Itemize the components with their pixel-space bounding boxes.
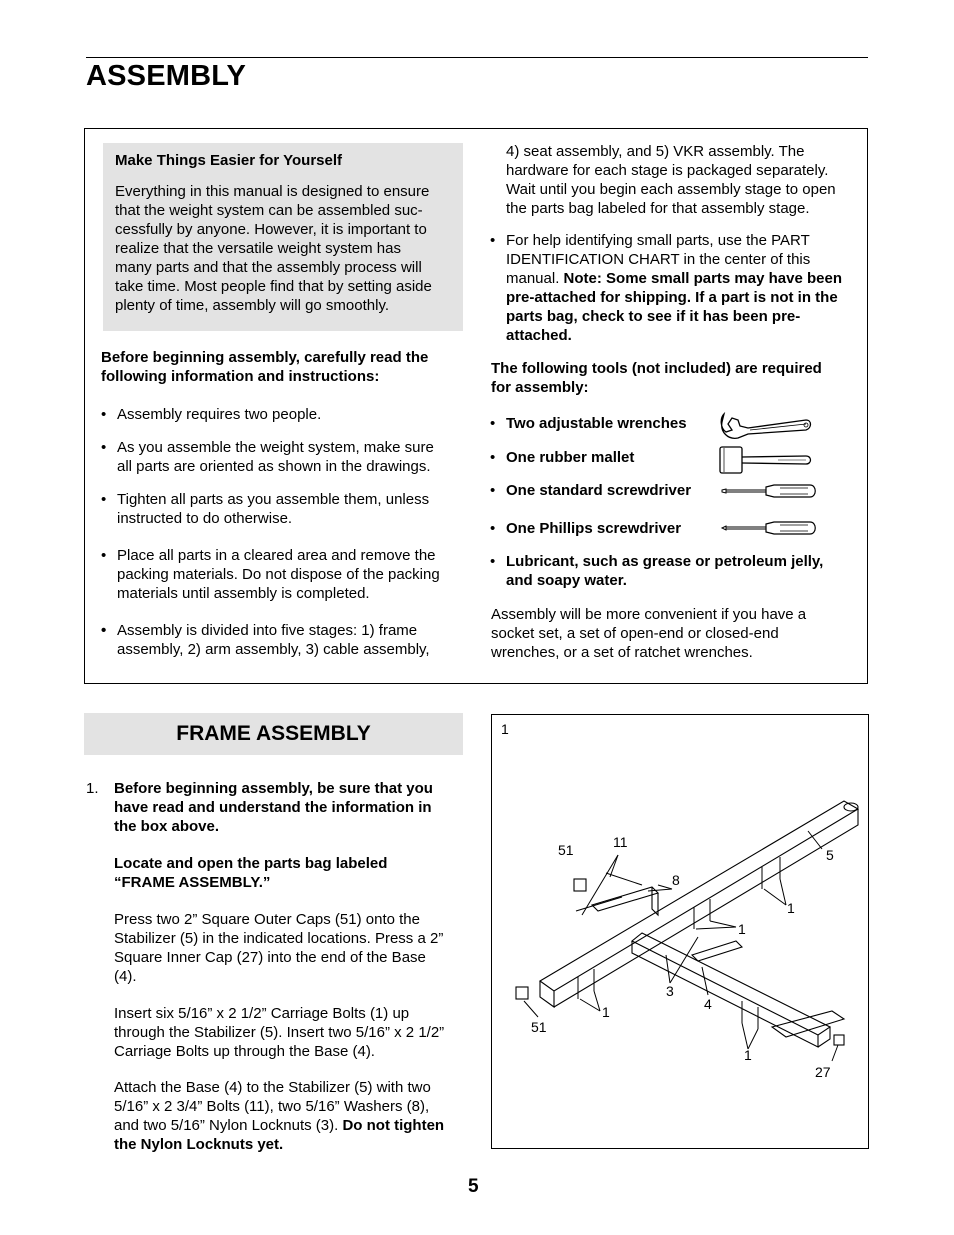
label-8: 8	[672, 872, 680, 888]
rubber-mallet-icon	[718, 444, 814, 476]
frame-assembly-title: FRAME ASSEMBLY	[176, 722, 371, 745]
step1-attach-base: Attach the Base (4) to the Stabilizer (5) with two 5/16” x 2 3/4” Bolts (11), two 5/16” Washers (8), and two 5/16” Nylon Locknuts (3). Do not tighten the Nylon Locknuts yet.	[114, 1079, 445, 1153]
step1-carriage-bolts: Insert six 5/16” x 2 1/2” Carriage Bolts (1) up through the Stabilizer (5). Insert two 5/16” x 2 1/2” Carriage Bolts up through the Base (4).	[114, 1005, 445, 1060]
label-1-left: 1	[602, 1004, 610, 1020]
frame-drawing	[492, 715, 868, 1148]
label-51-bottom: 51	[531, 1019, 547, 1035]
label-5: 5	[826, 847, 834, 863]
tool-standard-screwdriver: • One standard screwdriver	[490, 482, 692, 499]
label-3: 3	[666, 983, 674, 999]
step1-intro: Before beginning assembly, be sure that you have read and understand the information in the box above.	[114, 780, 433, 835]
page-number: 5	[468, 1176, 479, 1197]
tool-mallet: • One rubber mallet	[490, 449, 635, 466]
bullet-parts-chart: • For help identifying small parts, use the PART IDENTIFICATION CHART in the center of this manual. Note: Some small parts may have been pre-attached for shipping. If a part is not in the parts bag, check to see if it has been pre- attached.	[490, 232, 842, 344]
step-number: 1.	[86, 780, 99, 797]
label-1-right: 1	[787, 900, 795, 916]
bullet-five-stages: • Assembly is divided into five stages: 1) frame assembly, 2) arm assembly, 3) cable assembly,	[101, 622, 430, 658]
bullet-orientation: • As you assemble the weight system, make sure all parts are oriented as shown in the drawings.	[101, 439, 434, 475]
figure-number: 1	[501, 721, 509, 737]
standard-screwdriver-icon	[720, 482, 818, 500]
phillips-screwdriver-icon	[720, 519, 818, 537]
tool-wrenches: • Two adjustable wrenches	[490, 415, 687, 432]
instructions-heading: Before beginning assembly, carefully read the following information and instructions:	[101, 349, 429, 385]
label-27: 27	[815, 1064, 831, 1080]
label-51-top: 51	[558, 842, 574, 858]
bullet-two-people: • Assembly requires two people.	[101, 406, 322, 423]
bullet-lubricant: • Lubricant, such as grease or petroleum jelly, and soapy water.	[490, 553, 824, 589]
label-4: 4	[704, 996, 712, 1012]
header-rule	[86, 57, 868, 58]
label-1-bottom: 1	[744, 1047, 752, 1063]
bullet-cleared-area: • Place all parts in a cleared area and remove the packing materials. Do not dispose of the packing materials until assembly is completed.	[101, 547, 440, 602]
tools-heading: The following tools (not included) are required for assembly:	[491, 360, 822, 396]
tool-phillips-screwdriver: • One Phillips screwdriver	[490, 520, 682, 537]
bullet-tighten: • Tighten all parts as you assemble them, unless instructed to do otherwise.	[101, 491, 430, 527]
step1-parts-bag: Locate and open the parts bag labeled “FRAME ASSEMBLY.”	[114, 855, 388, 891]
tips-text: Everything in this manual is designed to ensure that the weight system can be assembled suc- cessfully by anyone. However, it is important to realize that the versatile weight system has many parts and that the assembly process will take time. Most people find that by setting aside plenty of time, assembly will go smoothly.	[115, 183, 432, 314]
adjustable-wrench-icon	[718, 410, 814, 442]
step1-caps: Press two 2” Square Outer Caps (51) onto the Stabilizer (5) in the indicated locations. Press a 2” Square Inner Cap (27) into the end of the Base (4).	[114, 911, 444, 985]
label-11: 11	[613, 834, 628, 850]
label-1-center: 1	[738, 921, 746, 937]
convenience-note: Assembly will be more convenient if you have a socket set, a set of open-end or closed-end wrenches, or a set of ratchet wrenches.	[491, 606, 807, 661]
frame-assembly-diagram	[491, 714, 869, 1149]
tips-title: Make Things Easier for Yourself	[115, 152, 343, 169]
page-title: ASSEMBLY	[86, 60, 247, 92]
five-stages-continued: 4) seat assembly, and 5) VKR assembly. The hardware for each stage is packaged separately. Wait until you begin each assembly stage to open the parts bag labeled for that assembly stage.	[506, 143, 836, 217]
